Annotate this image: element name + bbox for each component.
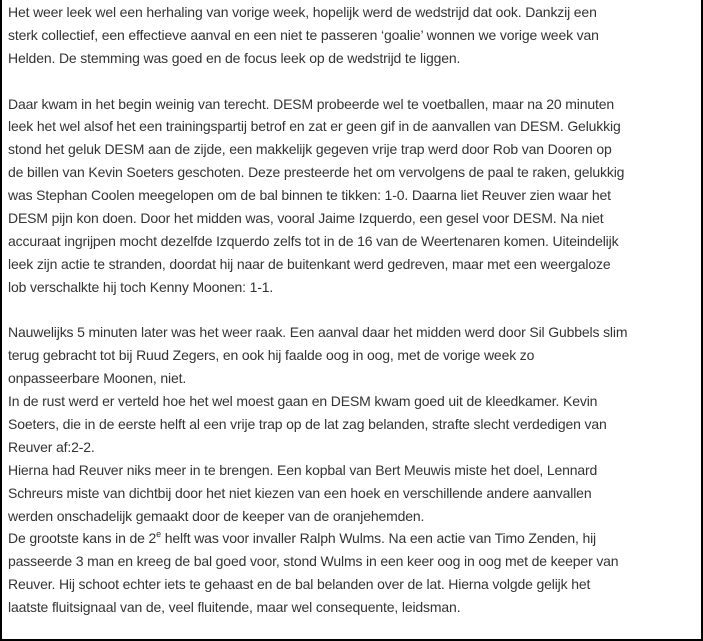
text-line: accuraat ingrijpen mocht dezelfde Izquerdo zelfs tot in de 16 van de Weertenaren komen. Uiteindelijk	[8, 232, 619, 249]
text-line: Hierna had Reuver niks meer in te brengen. Een kopbal van Bert Meuwis miste het doel, Lennard	[8, 461, 598, 478]
text-line: was Stephan Coolen meegelopen om de bal binnen te tikken: 1-0. Daarna liet Reuver zien waar het	[8, 187, 611, 204]
text-line: sterk collectief, een effectieve aanval en een niet te passeren ‘goalie’ wonnen we vorige week van	[8, 26, 599, 43]
text-line: de billen van Kevin Soeters geschoten. Deze presteerde het om vervolgens de paal te raken, gelukkig	[8, 164, 625, 181]
text-line: Reuver af:2-2.	[8, 438, 95, 455]
paragraph-gap	[8, 299, 701, 322]
text-line: Soeters, die in de eerste helft al een vrije trap op de lat zag belanden, strafte slecht verdedigen van	[8, 416, 607, 433]
text-line: Nauwelijks 5 minuten later was het weer raak. Een aanval daar het midden werd door Sil Gubbels slim	[8, 324, 628, 341]
ordinal-superscript: e	[156, 529, 162, 540]
text-line: Schreurs miste van dichtbij door het niet kiezen van een hoek en verschillende andere aanvallen	[8, 484, 592, 501]
text-line: Daar kwam in het begin weinig van terecht. DESM probeerde wel te voetballen, maar na 20 minuten	[8, 95, 614, 112]
paragraph-intro	[8, 1, 701, 70]
paragraph-first-half	[8, 93, 701, 299]
text-line: In de rust werd er verteld hoe het wel moest gaan en DESM kwam goed uit de kleedkamer. Kevin	[8, 393, 598, 410]
paragraph-second-half	[8, 321, 701, 619]
text-line: Helden. De stemming was goed en de focus leek op de wedstrijd te liggen.	[8, 49, 461, 66]
paragraph-gap	[8, 70, 701, 93]
text-line: laatste fluitsignaal van de, veel fluitende, maar wel consequente, leidsman.	[8, 599, 461, 616]
text-line: werden onschadelijk gemaakt door de keeper van de oranjehemden.	[8, 507, 425, 524]
text-line: stond het geluk DESM aan de zijde, een makkelijk gegeven vrije trap werd door Rob van Dooren op	[8, 141, 612, 158]
text-fragment: De grootste kans in de 2	[8, 530, 157, 547]
text-line: Reuver. Hij schoot echter iets te gehaast en de bal belanden over de lat. Hierna volgde gelijk het	[8, 576, 591, 593]
text-line	[8, 527, 701, 550]
text-line: leek het wel alsof het een trainingspartij betrof en zat er geen gif in de aanvallen van DESM. Gelukkig	[8, 118, 621, 135]
text-fragment: helft was voor invaller Ralph Wulms. Na een actie van Timo Zenden, hij	[161, 530, 596, 547]
text-line: DESM pijn kon doen. Door het midden was, vooral Jaime Izquerdo, een gesel voor DESM. Na niet	[8, 210, 604, 227]
text-line: leek zijn actie te stranden, doordat hij naar de buitenkant werd gedreven, maar met een weergaloze	[8, 255, 611, 272]
text-line: terug gebracht tot bij Ruud Zegers, en ook hij faalde oog in oog, met de vorige week zo	[8, 347, 535, 364]
text-line: Het weer leek wel een herhaling van vorige week, hopelijk werd de wedstrijd dat ook. Dankzij een	[8, 4, 597, 20]
text-line: lob verschalkte hij toch Kenny Moonen: 1-1.	[8, 278, 274, 295]
text-line: passeerde 3 man en kreeg de bal goed voor, stond Wulms in een keer oog in oog met de keeper van	[8, 553, 619, 570]
text-line: onpasseerbare Moonen, niet.	[8, 370, 187, 387]
